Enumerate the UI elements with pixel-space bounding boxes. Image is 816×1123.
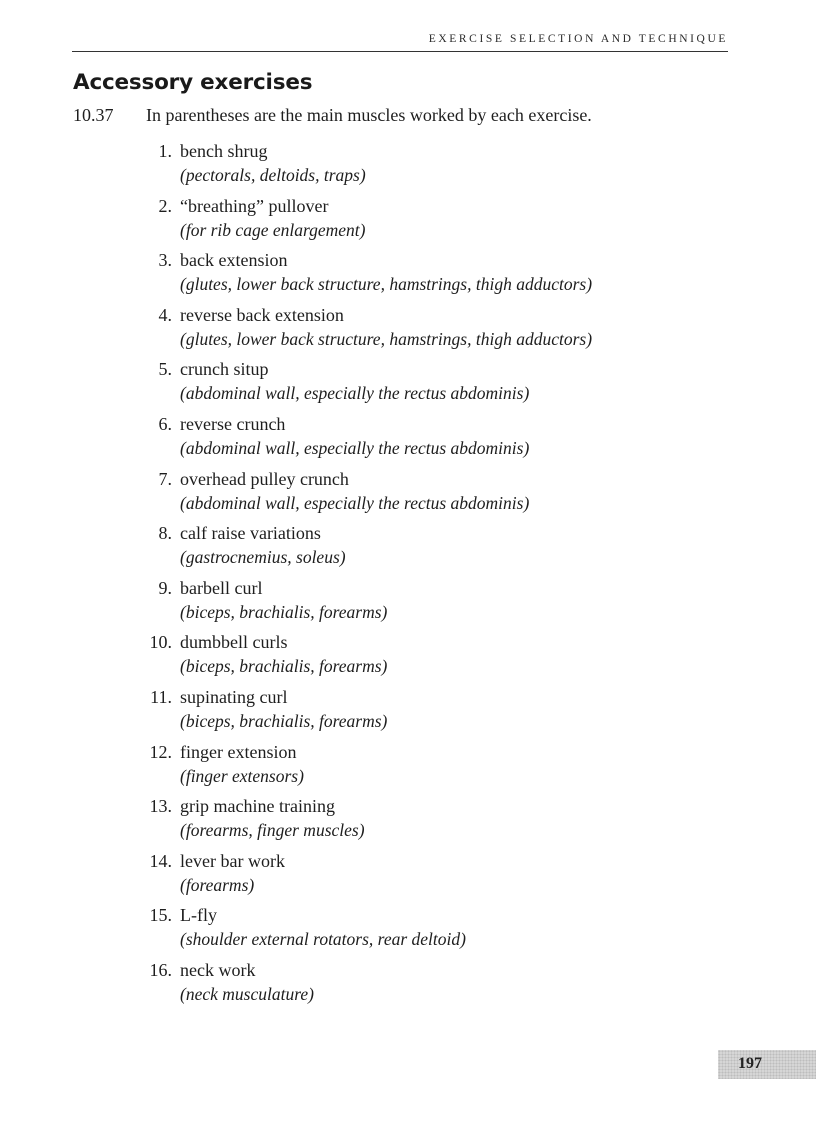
item-number: 6.	[158, 413, 172, 434]
list-item	[0, 740, 816, 795]
muscles-worked: (pectorals, deltoids, traps)	[180, 165, 366, 185]
exercise-name: reverse crunch	[180, 413, 286, 434]
item-number: 11.	[150, 686, 172, 707]
muscles-worked: (biceps, brachialis, forearms)	[180, 710, 388, 731]
list-item	[0, 303, 816, 358]
muscles-worked: (forearms)	[180, 874, 255, 895]
exercise-name: barbell curl	[180, 577, 263, 598]
muscles-worked: (finger extensors)	[180, 765, 304, 786]
exercise-name: “breathing” pullover	[180, 195, 329, 216]
running-head: EXERCISE SELECTION AND TECHNIQUE	[428, 33, 728, 45]
page-number-box	[718, 1050, 816, 1079]
muscles-worked: (abdominal wall, especially the rectus abdominis)	[180, 437, 530, 458]
exercise-name: overhead pulley crunch	[180, 468, 349, 489]
muscles-worked: (gastrocnemius, soleus)	[180, 547, 346, 568]
muscles-worked: (biceps, brachialis, forearms)	[180, 601, 388, 622]
item-number: 8.	[158, 523, 172, 544]
list-item	[0, 903, 816, 958]
item-number: 10.	[149, 632, 172, 653]
item-number: 12.	[149, 741, 172, 762]
intro-text: In parentheses are the main muscles worked by each exercise.	[146, 105, 592, 125]
muscles-worked: (biceps, brachialis, forearms)	[180, 656, 388, 677]
section-title: Accessory exercises	[73, 70, 313, 95]
exercise-name: finger extension	[180, 741, 297, 762]
item-number: 14.	[149, 850, 172, 871]
muscles-worked: (for rib cage enlargement)	[180, 219, 366, 240]
list-item	[0, 521, 816, 576]
exercise-name: dumbbell curls	[180, 632, 288, 653]
list-item	[0, 412, 816, 467]
exercise-name: reverse back extension	[180, 304, 344, 325]
exercise-name: crunch situp	[180, 359, 269, 380]
muscles-worked: (glutes, lower back structure, hamstrings, thigh adductors)	[180, 328, 593, 349]
item-number: 2.	[158, 195, 172, 216]
exercise-name: lever bar work	[180, 850, 285, 871]
list-item	[0, 958, 816, 1013]
item-number: 9.	[158, 577, 172, 598]
item-number: 5.	[158, 359, 172, 380]
header-rule	[72, 51, 728, 52]
item-number: 7.	[158, 468, 172, 489]
list-item	[0, 194, 816, 249]
exercise-name: neck work	[180, 959, 256, 980]
exercise-name: bench shrug	[180, 141, 268, 161]
item-number: 4.	[158, 304, 172, 325]
exercise-name: supinating curl	[180, 686, 288, 707]
list-item	[0, 685, 816, 740]
exercise-name: back extension	[180, 250, 288, 271]
exercise-list	[0, 139, 816, 1013]
muscles-worked: (neck musculature)	[180, 983, 314, 1004]
list-item	[0, 357, 816, 412]
paragraph-number: 10.37	[73, 105, 114, 125]
list-item	[0, 794, 816, 849]
item-number: 1.	[158, 141, 172, 161]
list-item	[0, 248, 816, 303]
muscles-worked: (shoulder external rotators, rear deltoid)	[180, 929, 466, 950]
list-item	[0, 849, 816, 904]
muscles-worked: (abdominal wall, especially the rectus abdominis)	[180, 383, 530, 404]
list-item	[0, 467, 816, 522]
list-item	[0, 630, 816, 685]
muscles-worked: (abdominal wall, especially the rectus abdominis)	[180, 492, 530, 513]
item-number: 13.	[149, 796, 172, 817]
item-number: 3.	[158, 250, 172, 271]
muscles-worked: (forearms, finger muscles)	[180, 820, 365, 841]
item-number: 15.	[149, 905, 172, 926]
list-item	[0, 576, 816, 631]
item-number: 16.	[149, 959, 172, 980]
exercise-name: calf raise variations	[180, 523, 321, 544]
list-item	[0, 139, 816, 194]
muscles-worked: (glutes, lower back structure, hamstrings, thigh adductors)	[180, 274, 593, 295]
exercise-name: L-fly	[180, 905, 217, 926]
page-number: 197	[738, 1055, 762, 1072]
exercise-name: grip machine training	[180, 796, 335, 817]
